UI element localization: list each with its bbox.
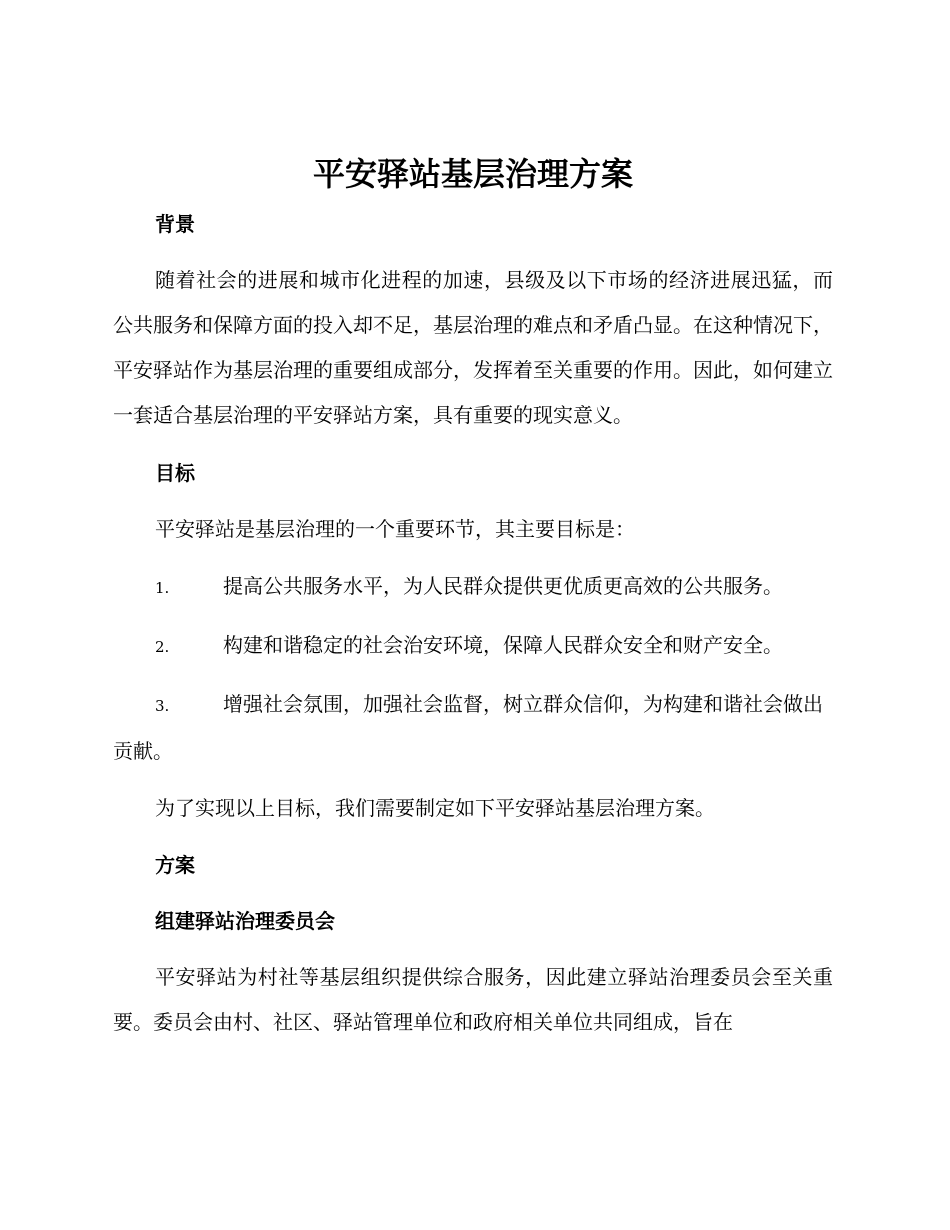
goals-intro: 平安驿站是基层治理的一个重要环节，其主要目标是： [155,517,635,541]
goal-item-1 [113,564,833,611]
goal-item-text: 构建和谐稳定的社会治安环境，保障人民群众安全和财产安全。 [223,633,783,657]
goal-item-number: 2. [155,638,170,656]
document-title: 平安驿站基层治理方案 [312,155,633,193]
goal-item-number: 1. [155,579,170,597]
goals-closing: 为了实现以上目标，我们需要制定如下平安驿站基层治理方案。 [155,796,715,820]
goal-item-number: 3. [155,697,170,715]
section-heading-goals: 目标 [155,461,195,485]
plan-paragraph: 平安驿站为村社等基层组织提供综合服务，因此建立驿站治理委员会至关重要。委员会由村、社区、驿站管理单位和政府相关单位共同组成，旨在 [113,965,833,1034]
background-paragraph: 随着社会的进展和城市化进程的加速，县级及以下市场的经济进展迅猛，而公共服务和保障方面的投入却不足，基层治理的难点和矛盾凸显。在这种情况下，平安驿站作为基层治理的重要组成部分，发挥着至关重要的作用。因此，如何建立一套适合基层治理的平安驿站方案，具有重要的现实意义。 [113,268,833,427]
goal-item-2 [113,623,833,670]
goal-item-3 [113,682,833,774]
subheading-committee: 组建驿站治理委员会 [155,909,335,933]
section-heading-plan: 方案 [155,853,195,877]
goal-item-text: 增强社会氛围，加强社会监督，树立群众信仰，为构建和谐社会做出贡献。 [113,692,823,763]
document-page [113,146,833,1045]
goal-item-text: 提高公共服务水平，为人民群众提供更优质更高效的公共服务。 [223,574,783,598]
section-heading-background: 背景 [155,212,195,236]
